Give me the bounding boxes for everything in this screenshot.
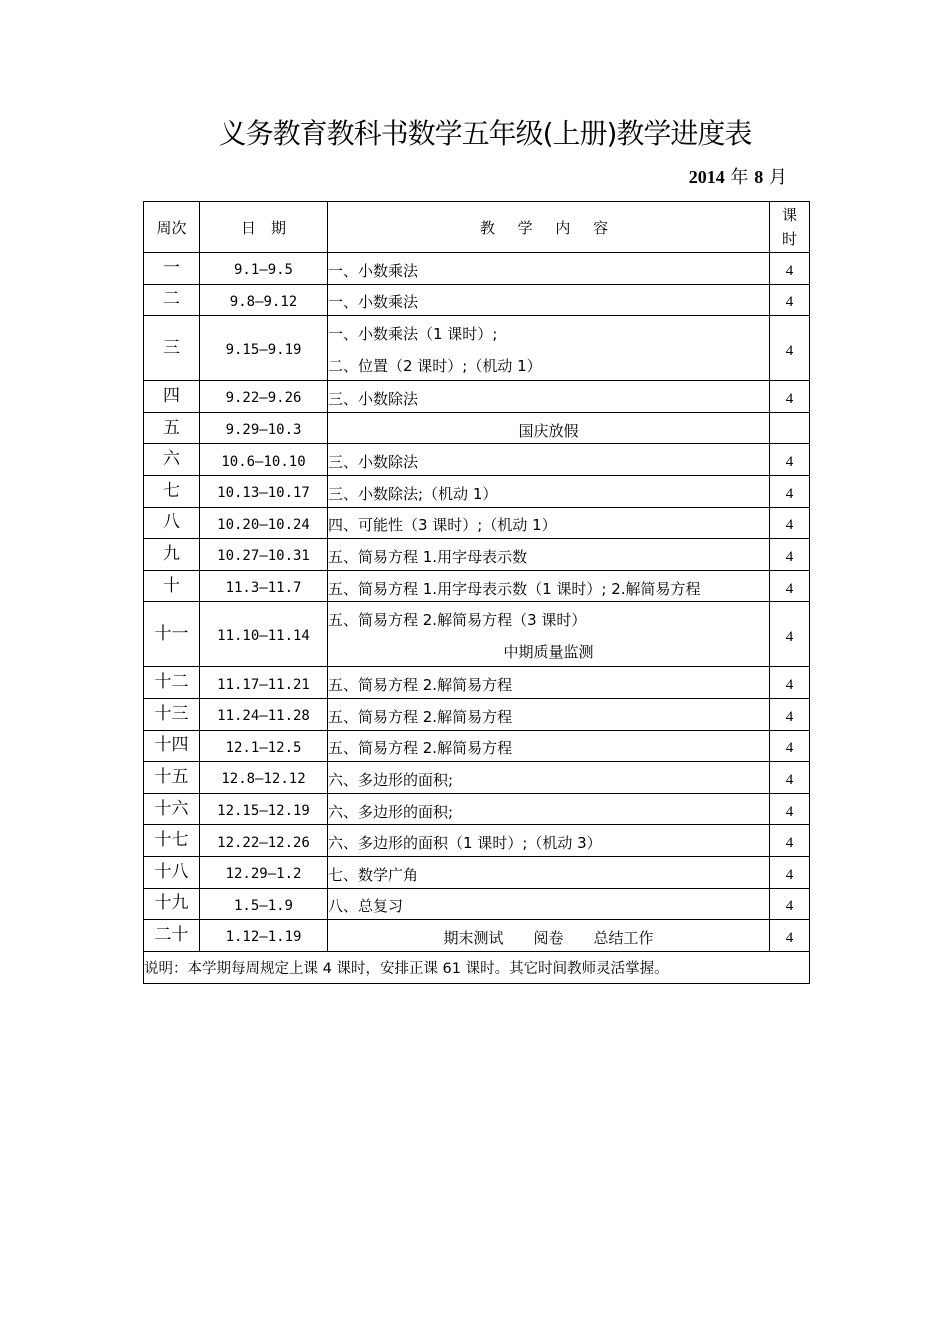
hours-value: 4 [785,390,794,407]
hours-value: 4 [785,835,794,852]
content-text: 一、小数乘法 [328,261,419,280]
hours-value: 4 [785,294,794,311]
header-hours-line-2: 时 [781,230,797,248]
week-label: 二 [163,289,180,310]
header-week: 周次 [144,202,200,253]
date-range: 12.22—12.26 [217,834,310,851]
content-cell [328,539,770,571]
week-label: 三 [163,337,180,358]
hours-cell [770,920,810,952]
content-text: 五、简易方程 2.解简易方程 [328,707,513,726]
date-cell [200,762,328,794]
hours-cell [770,730,810,762]
content-cell [328,920,770,952]
content-text: 五、简易方程 2.解简易方程 [328,739,513,758]
hours-cell [770,698,810,730]
table-row [144,444,810,476]
date-range: 10.6—10.10 [221,453,306,470]
table-row [144,762,810,794]
date-range: 10.27—10.31 [217,548,310,565]
table-row [144,475,810,507]
week-label: 六 [163,449,180,470]
date-range: 9.1—9.5 [233,262,293,279]
content-line: 中期质量监测 [503,643,594,662]
content-text: 八、总复习 [328,897,404,916]
note-row [144,951,810,983]
date-range: 12.8—12.12 [221,771,306,788]
table-row [144,920,810,952]
week-label: 十八 [154,861,189,882]
document-date [689,163,787,189]
week-cell [144,539,200,571]
week-cell [144,570,200,602]
hours-cell [770,888,810,920]
date-range: 11.10—11.14 [217,628,310,645]
date-cell [200,412,328,444]
hours-cell [770,284,810,316]
date-cell [200,602,328,667]
date-month: 8 [754,167,764,187]
table-row [144,412,810,444]
hours-cell [770,762,810,794]
week-label: 二十 [154,924,189,945]
schedule-table [143,201,810,984]
hours-value: 4 [785,342,794,359]
week-cell [144,412,200,444]
date-cell [200,284,328,316]
week-label: 七 [163,480,180,501]
date-range: 10.13—10.17 [217,485,310,502]
hours-value: 4 [785,580,794,597]
hours-value: 4 [785,740,794,757]
content-cell [328,475,770,507]
date-cell [200,475,328,507]
date-cell [200,316,328,381]
content-cell [328,602,770,667]
header-hours-line-1: 课 [781,206,797,224]
header-content: 教 学 内 容 [328,202,770,253]
week-cell [144,825,200,857]
hours-value: 4 [785,898,794,915]
content-text: 五、简易方程 1.用字母表示数 [328,547,528,566]
week-cell [144,602,200,667]
content-text: 三、小数除法 [328,389,419,408]
content-text: 国庆放假 [518,421,579,440]
week-cell [144,253,200,285]
date-cell [200,539,328,571]
week-cell [144,507,200,539]
week-label: 十三 [154,703,189,724]
hours-value: 4 [785,517,794,534]
date-month-suffix: 月 [769,167,787,188]
content-cell [328,667,770,699]
date-range: 1.5—1.9 [233,897,293,914]
week-label: 十四 [154,735,189,756]
hours-value: 4 [785,628,794,645]
content-text: 六、多边形的面积（1 课时）;（机动 3） [328,834,602,853]
note-text: 说明：本学期每周规定上课 4 课时，安排正课 61 课时。其它时间教师灵活掌握。 [144,951,810,983]
week-label: 一 [163,257,180,278]
week-cell [144,284,200,316]
content-text: 五、简易方程 1.用字母表示数（1 课时）; 2.解简易方程 [328,579,701,598]
week-label: 九 [163,543,180,564]
date-range: 12.15—12.19 [217,803,310,820]
content-cell [328,793,770,825]
table-row [144,570,810,602]
date-cell [200,507,328,539]
header-hours [770,202,810,253]
content-text: 六、多边形的面积; [328,802,454,821]
date-cell [200,444,328,476]
hours-cell [770,539,810,571]
hours-value: 4 [785,866,794,883]
week-cell [144,856,200,888]
content-cell [328,253,770,285]
date-range: 9.15—9.19 [225,342,302,359]
week-label: 十五 [154,766,189,787]
hours-cell [770,570,810,602]
table-row [144,825,810,857]
date-range: 12.1—12.5 [225,739,302,756]
week-label: 五 [163,417,180,438]
table-row [144,316,810,381]
hours-cell [770,825,810,857]
date-cell [200,698,328,730]
content-line: 五、简易方程 2.解简易方程（3 课时） [328,611,587,630]
hours-cell [770,793,810,825]
hours-cell [770,381,810,413]
content-cell [328,762,770,794]
content-line: 二、位置（2 课时）;（机动 1） [328,357,542,376]
content-cell [328,730,770,762]
table-row [144,253,810,285]
content-text: 七、数学广角 [328,865,419,884]
hours-value: 4 [785,929,794,946]
week-cell [144,793,200,825]
week-label: 十一 [154,623,189,644]
content-line: 一、小数乘法（1 课时）; [328,325,498,344]
week-label: 十七 [154,830,189,851]
week-cell [144,920,200,952]
week-cell [144,762,200,794]
week-cell [144,475,200,507]
date-cell [200,920,328,952]
hours-cell [770,444,810,476]
table-row [144,602,810,667]
date-cell [200,888,328,920]
hours-value: 4 [785,803,794,820]
header-date: 日 期 [200,202,328,253]
date-range: 11.17—11.21 [217,676,310,693]
week-label: 十二 [154,672,189,693]
week-label: 四 [163,385,180,406]
content-cell [328,507,770,539]
table-row [144,507,810,539]
content-cell [328,825,770,857]
week-cell [144,698,200,730]
date-cell [200,825,328,857]
table-row [144,856,810,888]
hours-cell [770,507,810,539]
table-row [144,381,810,413]
hours-cell [770,253,810,285]
date-cell [200,253,328,285]
content-text: 一、小数乘法 [328,293,419,312]
hours-value: 4 [785,771,794,788]
content-cell [328,856,770,888]
date-range: 12.29—1.2 [225,866,302,883]
content-cell [328,444,770,476]
hours-cell [770,856,810,888]
content-cell [328,698,770,730]
content-text: 六、多边形的面积; [328,770,454,789]
date-range: 11.24—11.28 [217,708,310,725]
week-cell [144,730,200,762]
date-range: 9.29—10.3 [225,422,302,439]
content-text: 期末测试 阅卷 总结工作 [443,928,654,947]
date-year-suffix: 年 [730,167,749,188]
hours-cell [770,316,810,381]
date-range: 9.8—9.12 [229,293,298,310]
table-row [144,730,810,762]
date-range: 11.3—11.7 [225,580,302,597]
content-text: 五、简易方程 2.解简易方程 [328,676,513,695]
date-range: 10.20—10.24 [217,516,310,533]
date-cell [200,856,328,888]
hours-value: 4 [785,485,794,502]
content-text: 三、小数除法;（机动 1） [328,484,498,503]
week-cell [144,381,200,413]
table-row [144,888,810,920]
hours-value: 4 [785,677,794,694]
content-cell [328,284,770,316]
content-text: 四、可能性（3 课时）;（机动 1） [328,516,557,535]
date-year: 2014 [688,167,725,187]
date-cell [200,570,328,602]
content-cell [328,570,770,602]
week-cell [144,667,200,699]
week-cell [144,444,200,476]
table-row [144,539,810,571]
content-cell [328,316,770,381]
hours-cell [770,412,810,444]
week-label: 十 [163,575,180,596]
hours-value: 4 [785,454,794,471]
content-cell [328,888,770,920]
table-row [144,793,810,825]
hours-cell [770,475,810,507]
week-label: 八 [163,512,180,533]
date-cell [200,730,328,762]
week-label: 十六 [154,798,189,819]
date-cell [200,667,328,699]
date-cell [200,381,328,413]
date-cell [200,793,328,825]
table-row [144,667,810,699]
header-row [144,202,810,253]
week-cell [144,888,200,920]
date-range: 9.22—9.26 [225,390,302,407]
date-range: 1.12—1.19 [225,929,302,946]
hours-value: 4 [785,548,794,565]
content-cell [328,412,770,444]
week-label: 十九 [154,893,189,914]
content-text: 三、小数除法 [328,453,419,472]
content-cell [328,381,770,413]
table-row [144,284,810,316]
hours-cell [770,667,810,699]
hours-cell [770,602,810,667]
schedule-rows [144,253,810,952]
table-row [144,698,810,730]
page-title: 义务教育教科书数学五年级(上册)教学进度表 [218,117,752,150]
hours-value: 4 [785,262,794,279]
week-cell [144,316,200,381]
hours-value: 4 [785,708,794,725]
